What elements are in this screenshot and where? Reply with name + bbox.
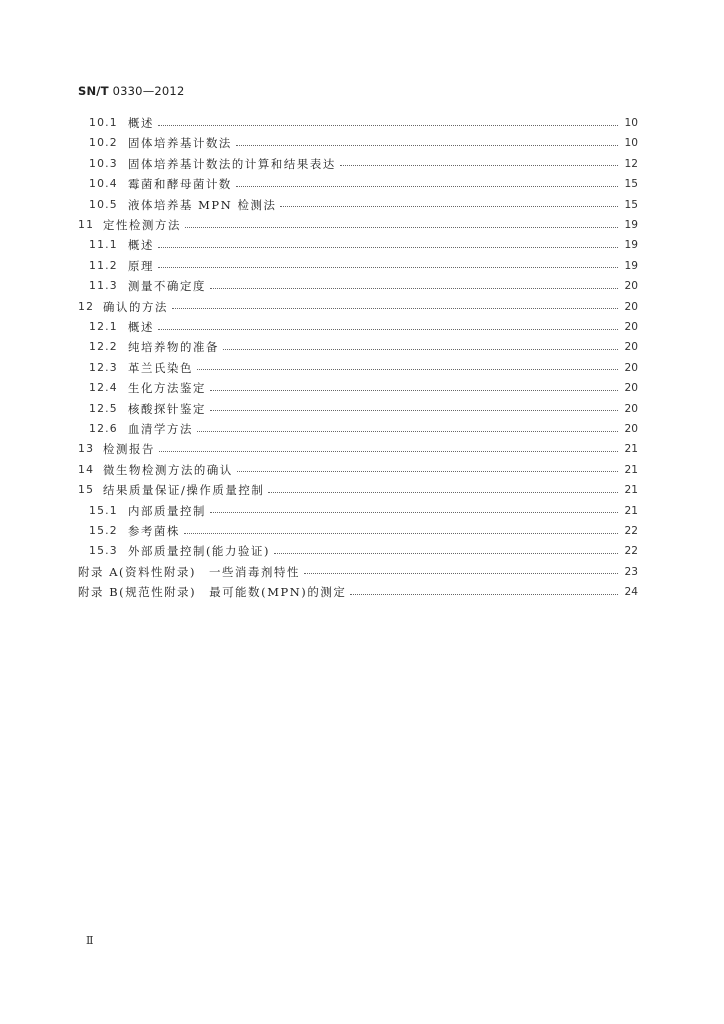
toc-entry-title: 霉菌和酵母菌计数 [128, 177, 232, 192]
toc-entry-number: 15.3 [89, 544, 118, 558]
toc-dot-leader [159, 450, 618, 452]
toc-entry[interactable] [89, 541, 638, 561]
toc-dot-leader [237, 470, 618, 472]
toc-entry-number: 12.4 [89, 381, 118, 395]
toc-dot-leader [274, 552, 618, 554]
toc-entry[interactable] [89, 195, 638, 215]
toc-entry-title: 概述 [128, 116, 154, 130]
toc-entry[interactable] [78, 480, 638, 500]
toc-entry-number: 15 [78, 483, 95, 497]
toc-dot-leader [210, 511, 618, 513]
toc-entry-number: 13 [78, 442, 95, 456]
toc-entry-title: 纯培养物的准备 [128, 340, 219, 355]
toc-entry-page-number: 21 [624, 463, 638, 476]
toc-entry-number: 14 [78, 462, 95, 476]
toc-dot-leader [184, 532, 618, 534]
toc-entry-page-number: 20 [624, 280, 638, 293]
toc-entry-page-number: 10 [624, 137, 638, 150]
toc-entry[interactable] [89, 154, 638, 174]
toc-entry-page-number: 20 [624, 341, 638, 354]
toc-entry[interactable] [89, 113, 638, 133]
toc-entry-number: 12.1 [89, 320, 118, 333]
toc-dot-leader [280, 205, 618, 207]
toc-entry-page-number: 21 [624, 443, 638, 456]
toc-dot-leader [236, 144, 618, 146]
toc-entry-number: 11.3 [89, 279, 118, 293]
page-folio: Ⅱ [86, 934, 94, 947]
toc-entry-number: 12.5 [89, 401, 118, 415]
toc-entry-page-number: 20 [624, 402, 638, 415]
toc-entry[interactable] [89, 501, 638, 521]
toc-entry-number: 10.4 [89, 177, 118, 191]
toc-entry-number: 11 [78, 218, 95, 231]
toc-entry-title: 生化方法鉴定 [128, 381, 206, 396]
toc-entry-number: 12 [78, 299, 95, 313]
toc-entry-number: 12.2 [89, 340, 118, 354]
toc-entry-page-number: 23 [624, 565, 638, 578]
toc-entry-page-number: 20 [624, 300, 638, 313]
toc-entry-title: 血清学方法 [128, 422, 193, 436]
toc-entry-page-number: 22 [624, 525, 638, 537]
toc-entry-page-number: 21 [624, 504, 638, 517]
toc-entry-page-number: 19 [624, 239, 638, 252]
toc-entry[interactable] [78, 297, 638, 317]
toc-dot-leader [223, 348, 618, 350]
toc-entry[interactable] [89, 337, 638, 357]
toc-entry-page-number: 19 [624, 259, 638, 272]
toc-entry[interactable] [89, 235, 638, 255]
toc-entry-number: 10.3 [89, 156, 118, 170]
toc-entry-number: 11.1 [89, 238, 118, 252]
toc-entry-number: 12.3 [89, 360, 118, 374]
toc-entry-page-number: 10 [624, 117, 638, 129]
toc-entry[interactable] [78, 439, 638, 459]
toc-dot-leader [185, 226, 618, 228]
toc-entry-page-number: 20 [624, 423, 638, 435]
toc-entry-title: 定性检测方法 [103, 218, 181, 232]
toc-dot-leader [210, 389, 618, 391]
toc-entry[interactable] [89, 358, 638, 378]
toc-entry-page-number: 19 [624, 219, 638, 231]
toc-dot-leader [158, 124, 618, 126]
toc-entry-title: 微生物检测方法的确认 [103, 462, 233, 477]
toc-entry-number: 11.2 [89, 258, 118, 272]
toc-entry[interactable] [89, 256, 638, 276]
toc-entry-title: 内部质量控制 [128, 503, 206, 518]
toc-entry-title: 结果质量保证/操作质量控制 [103, 483, 265, 498]
toc-dot-leader [350, 593, 618, 595]
toc-entry-page-number: 15 [624, 198, 638, 211]
toc-entry-title: 原理 [128, 258, 154, 273]
toc-dot-leader [158, 246, 618, 248]
toc-entry-page-number: 15 [624, 178, 638, 191]
toc-entry-page-number: 20 [624, 361, 638, 374]
toc-entry-title: 液体培养基 MPN 检测法 [128, 197, 277, 212]
toc-entry-title: 革兰氏染色 [128, 360, 193, 375]
toc-dot-leader [172, 307, 618, 309]
toc-entry-page-number: 20 [624, 382, 638, 395]
toc-entry-title: 外部质量控制(能力验证) [128, 544, 270, 559]
toc-entry-title: 附录 A(资料性附录) 一些消毒剂特性 [78, 564, 300, 579]
toc-dot-leader [158, 266, 618, 268]
toc-entry-page-number: 12 [624, 157, 638, 170]
toc-dot-leader [197, 430, 618, 432]
toc-entry[interactable] [89, 317, 638, 337]
toc-entry-title: 固体培养基计数法 [128, 136, 232, 151]
toc-entry-page-number: 24 [624, 586, 638, 599]
toc-dot-leader [268, 491, 618, 493]
toc-entry-number: 10.5 [89, 197, 118, 211]
toc-dot-leader [210, 409, 618, 411]
toc-entry[interactable] [89, 419, 638, 439]
toc-entry[interactable] [78, 562, 638, 582]
toc-entry-title: 概述 [128, 320, 154, 334]
toc-dot-leader [340, 164, 618, 166]
toc-entry-number: 12.6 [89, 422, 118, 435]
toc-entry-title: 核酸探针鉴定 [128, 401, 206, 416]
toc-entry-page-number: 21 [624, 484, 638, 497]
toc-entry[interactable] [78, 215, 638, 235]
toc-dot-leader [236, 185, 618, 187]
toc-dot-leader [304, 572, 618, 574]
toc-entry[interactable] [89, 378, 638, 398]
toc-entry-title: 确认的方法 [103, 299, 168, 314]
toc-entry[interactable] [89, 174, 638, 194]
toc-entry-title: 附录 B(规范性附录) 最可能数(MPN)的测定 [78, 585, 347, 600]
toc-entry-page-number: 22 [624, 545, 638, 558]
toc-dot-leader [210, 287, 618, 289]
toc-entry-number: 15.2 [89, 524, 118, 537]
toc-dot-leader [158, 328, 618, 330]
standard-code: SN/T [78, 84, 109, 98]
document-header [78, 84, 184, 98]
toc-entry-number: 10.1 [89, 116, 118, 129]
toc-entry[interactable] [89, 133, 638, 153]
toc-entry[interactable] [89, 276, 638, 296]
toc-entry-title: 参考菌株 [128, 524, 180, 538]
toc-entry[interactable] [78, 582, 638, 602]
toc-entry[interactable] [78, 460, 638, 480]
toc-entry[interactable] [89, 399, 638, 419]
toc-entry-title: 测量不确定度 [128, 279, 206, 294]
toc-dot-leader [197, 368, 618, 370]
toc-entry-number: 10.2 [89, 136, 118, 150]
toc-entry-title: 概述 [128, 238, 154, 253]
toc-entry-title: 检测报告 [103, 442, 155, 457]
toc-entry[interactable] [89, 521, 638, 541]
toc-entry-page-number: 20 [624, 321, 638, 333]
toc-entry-number: 15.1 [89, 503, 118, 517]
toc-entry-title: 固体培养基计数法的计算和结果表达 [128, 156, 336, 171]
standard-number: 0330—2012 [112, 84, 185, 98]
